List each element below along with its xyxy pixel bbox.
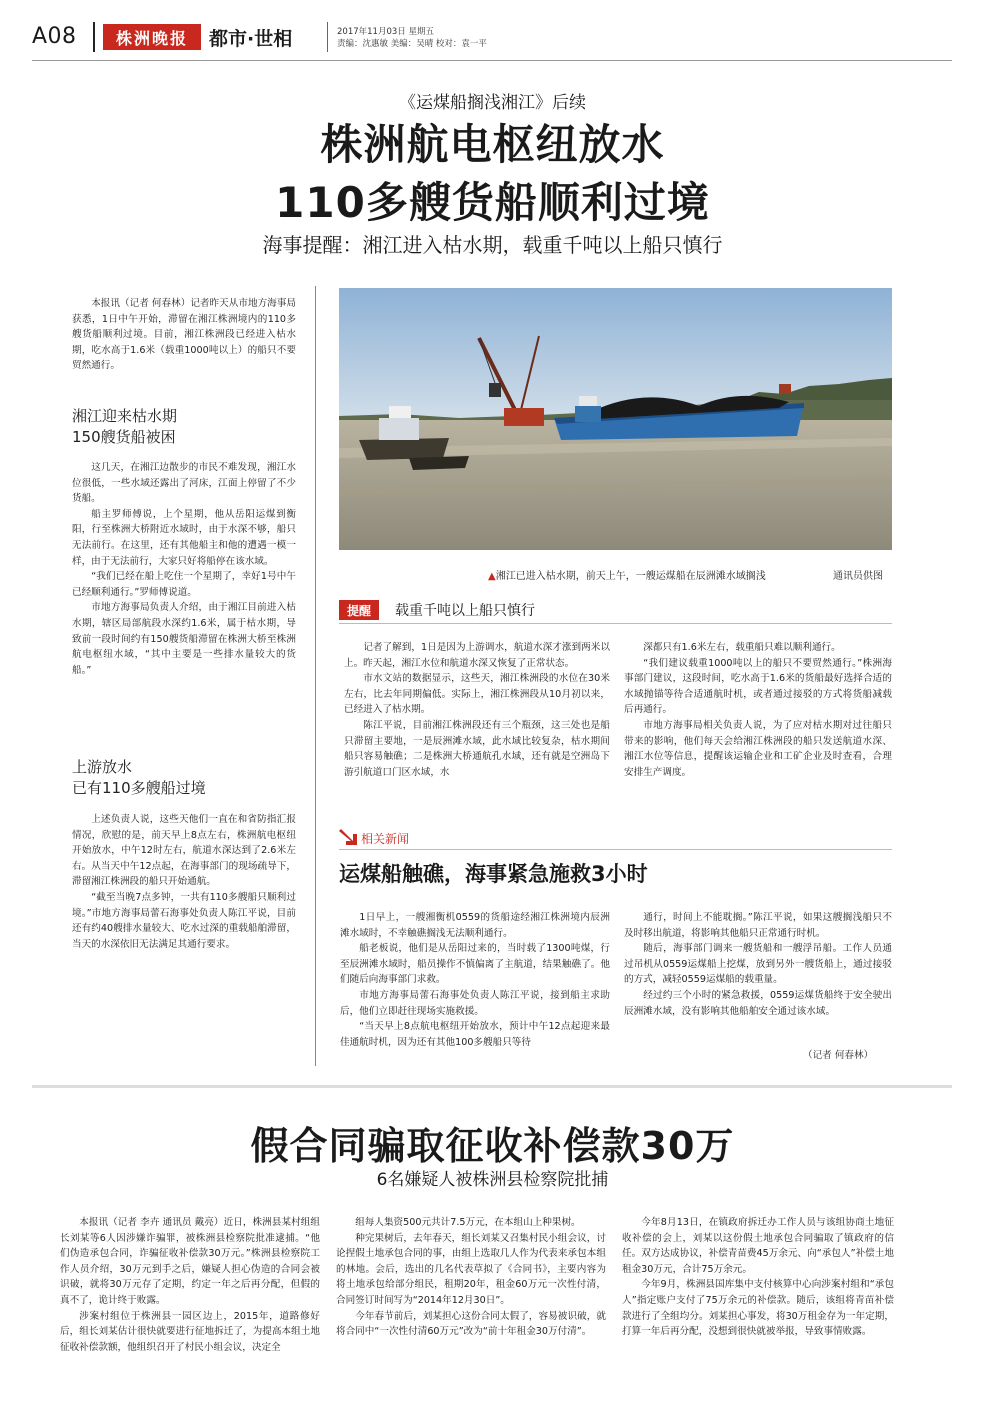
left-body-1	[72, 460, 296, 678]
story2-subheadline: 6名嫌疑人被株洲县检察院批捕	[376, 1170, 609, 1190]
reminder-col-1	[344, 640, 610, 780]
paragraph: 今年9月，株洲县国库集中支付核算中心向涉案村组和“承包人”指定账户支付了75万余元的补偿款。随后，该组将青苗补偿款进行了全组均分。刘某担心事发，将30万租金存为一年定期，打算一年后再分配，没想到很快就被举报，导致事情败露。	[622, 1279, 894, 1338]
paragraph: 深都只有1.6米左右，载重船只难以顺利通行。	[643, 642, 841, 653]
paragraph: 船主罗师傅说，上个星期，他从岳阳运煤到衡阳，行至株洲大桥附近水域时，由于水深不够，船只无法前行。在这里，还有其他船主和他的遭遇一模一样，由于无法前行，大家只好将船停在该水域。	[72, 508, 296, 567]
story2-col-2	[336, 1215, 606, 1340]
related-col-2	[624, 910, 892, 1019]
related-rule	[339, 849, 892, 850]
paragraph: 市地方海事局负责人介绍，由于湘江目前进入枯水期，辖区局部航段水深约1.6米，属于枯水期，导致前一段时间约有150艘货船滞留在株洲大桥至株洲航电枢纽水域，“其中主要是一些排水量较大的货船。”	[72, 602, 296, 676]
subhead-2-line2: 已有110多艘船过境	[72, 779, 206, 797]
paragraph: 市地方海事局相关负责人说，为了应对枯水期对过往船只带来的影响，他们每天会给湘江株洲段的船只发送航道水深、湘江水位等信息，提醒该运输企业和工矿企业及时查看，合理安排生产调度。	[624, 719, 892, 778]
paragraph: 涉案村组位于株洲县一园区边上，2015年，道路修好后，组长刘某估计很快就要进行征地拆迁了，为提高本组土地征收补偿款额，他组织召开了村民小组会议，决定全	[60, 1310, 320, 1353]
news-photo	[339, 288, 892, 550]
subhead-1-line2: 150艘货船被困	[72, 428, 176, 446]
reminder-title: 载重千吨以上船只慎行	[395, 603, 535, 619]
story2-col-1	[60, 1215, 320, 1355]
paragraph: 上述负责人说，这些天他们一直在和省防指汇报情况，欣慰的是，前天早上8点左右，株洲航电枢纽开始放水，中午12时左右，航道水深达到了2.6米左右。从当天中午12点起，在海事部门的现场疏导下，滞留湘江株洲段的船只开始通航。	[72, 814, 296, 888]
paragraph: 本报讯（记者 李卉 通讯员 戴亮）近日，株洲县某村组组长刘某等6人因涉嫌诈骗罪，被株洲县检察院批准逮捕。“他们伪造承包合同，诈骗征收补偿款30万元。”株洲县检察院工作人员介绍，30万元到手之后，嫌疑人担心伪造的合同会被识破，就将30万元存了定期，约定一年之后再分配，但假的真不了，诡计终于败露。	[60, 1217, 320, 1306]
paragraph: 经过约三个小时的紧急救援，0559运煤货船终于安全驶出辰洲滩水域，没有影响其他船舶安全通过该水域。	[624, 989, 892, 1017]
paragraph: 随后，海事部门调来一艘货船和一艘浮吊船。工作人员通过吊机从0559运煤船上挖煤，放到另外一艘货船上，通过接驳的方式，减轻0559运煤船的载重量。	[624, 943, 892, 986]
header-rule	[32, 60, 952, 61]
story2-headline: 假合同骗取征收补偿款30万	[250, 1124, 735, 1168]
photo-caption: 湘江已进入枯水期，前天上午，一艘运煤船在辰洲滩水域搁浅	[495, 571, 766, 582]
paragraph: 市水文站的数据显示，这些天，湘江株洲段的水位在30米左右，比去年同期偏低。实际上，湘江株洲段从10月初以来，已经进入了枯水期。	[344, 673, 610, 716]
related-byline: （记者 何春林）	[803, 1050, 874, 1061]
kicker: 《运煤船搁浅湘江》后续	[399, 93, 586, 113]
headline-line-1: 株洲航电枢纽放水	[320, 120, 665, 169]
page-number: A08	[32, 24, 77, 49]
section-divider	[32, 1085, 952, 1088]
subhead-1-line1: 湘江迎来枯水期	[72, 407, 178, 425]
staff-credits: 责编：沈惠敏 美编：吴晴 校对：袁一平	[337, 39, 487, 49]
caption-marker: ▲	[488, 571, 496, 582]
section-title: 都市·世相	[209, 28, 293, 50]
subheadline: 海事提醒：湘江进入枯水期，载重千吨以上船只慎行	[262, 233, 723, 257]
related-headline: 运煤船触礁，海事紧急施救3小时	[339, 862, 648, 886]
paragraph: 种完果树后，去年春天，组长刘某又召集村民小组会议，讨论捏假土地承包合同的事，由组上选取几人作为代表来承包本组的林地。会后，选出的几名代表草拟了《合同书》，主要内容为将土地承包给部分组民，租期20年，租金60万元一次性付清，合同签订时间写为“2014年12月30日”。	[336, 1232, 606, 1306]
headline-line-2: 110多艘货船顺利过境	[275, 178, 710, 227]
reminder-rule	[339, 623, 892, 624]
subhead-2-line1: 上游放水	[72, 758, 133, 776]
related-news-label: 相关新闻	[361, 832, 410, 846]
reminder-tag: 提醒	[339, 600, 379, 620]
header-divider	[93, 22, 95, 52]
paragraph: 市地方海事局蕾石海事处负责人陈江平说，接到船主求助后，他们立即赶往现场实施救援。	[340, 989, 610, 1017]
paragraph: 通行，时间上不能耽搁。”陈江平说，如果这艘搁浅船只不及时移出航道，将影响其他船只正常通行时机。	[624, 912, 892, 939]
paragraph: “截至当晚7点多钟，一共有110多艘船只顺利过境。”市地方海事局蕾石海事处负责人陈江平说，目前还有约40艘排水量较大、吃水过深的重载船舶滞留，当天的水深依旧无法满足其通行要求。	[72, 891, 296, 950]
arrow-icon	[339, 828, 359, 846]
header-divider-2	[327, 22, 328, 52]
intro-paragraph: 本报讯（记者 何春林）记者昨天从市地方海事局获悉，1日中午开始，滞留在湘江株洲境内的110多艘货船顺利过境。目前，湘江株洲段已经进入枯水期，吃水高于1.6米（载重1000吨以上）的船只不要贸然通行。	[72, 298, 296, 372]
paragraph: “我们已经在船上吃住一个星期了，幸好1号中午已经顺利通行。”罗师傅说道。	[72, 571, 296, 598]
paragraph: 今年春节前后，刘某担心这份合同太假了，容易被识破，就将合同中“一次性付清60万元”改为“前十年租金30万付清”。	[336, 1310, 606, 1338]
photo-caption-line	[488, 567, 766, 582]
paragraph: 这几天，在湘江边散步的市民不难发现，湘江水位很低，一些水域还露出了河床，江面上停留了不少货船。	[72, 462, 296, 505]
related-col-1	[340, 910, 610, 1050]
issue-date: 2017年11月03日 星期五	[337, 27, 434, 37]
paragraph: 记者了解到，1日是因为上游调水，航道水深才涨到两米以上。昨天起，湘江水位和航道水深又恢复了正常状态。	[344, 642, 610, 669]
paragraph: 今年8月13日，在镇政府拆迁办工作人员与该组协商土地征收补偿的会上，刘某以这份假土地承包合同骗取了镇政府的信任。双方达成协议，补偿青苗费45万余元、向“承包人”补偿土地租金30万元，合计75万余元。	[622, 1217, 894, 1275]
paragraph: 陈江平说，目前湘江株洲段还有三个瓶颈，这三处也是船只滞留主要地，一是辰洲滩水域，此水域比较复杂，枯水期间船只容易触礁；二是株洲大桥通航孔水域，还有就是空洲岛下游引航道口门区水域，水	[344, 719, 610, 778]
reminder-col-2	[624, 640, 892, 780]
newspaper-logo: 株洲晚报	[103, 24, 201, 50]
column-divider	[315, 286, 316, 1066]
story2-col-3	[622, 1215, 894, 1340]
paragraph: “我们建议载重1000吨以上的船只不要贸然通行。”株洲海事部门建议，这段时间，吃水高于1.6米的货船最好选择合适的水域抛锚等待合适通航时机，或者通过接驳的方式将货船减载后再通行。	[624, 657, 892, 716]
paragraph: 组每人集资500元共计7.5万元，在本组山上种果树。	[355, 1217, 581, 1228]
paragraph: “当天早上8点航电枢纽开始放水，预计中午12点起迎来最佳通航时机，因为还有其他100多艘船只等待	[340, 1021, 610, 1048]
paragraph: 船老板说，他们是从岳阳过来的，当时载了1300吨煤，行至辰洲滩水域时，船员操作不慎偏离了主航道，结果触礁了。他们随后向海事部门求救。	[340, 943, 610, 986]
photo-credit: 通讯员供图	[833, 571, 883, 582]
left-body-2	[72, 812, 296, 952]
paragraph: 1日早上，一艘湘衡机0559的货船途经湘江株洲境内辰洲滩水域时，不幸触礁搁浅无法顺利通行。	[340, 912, 610, 939]
